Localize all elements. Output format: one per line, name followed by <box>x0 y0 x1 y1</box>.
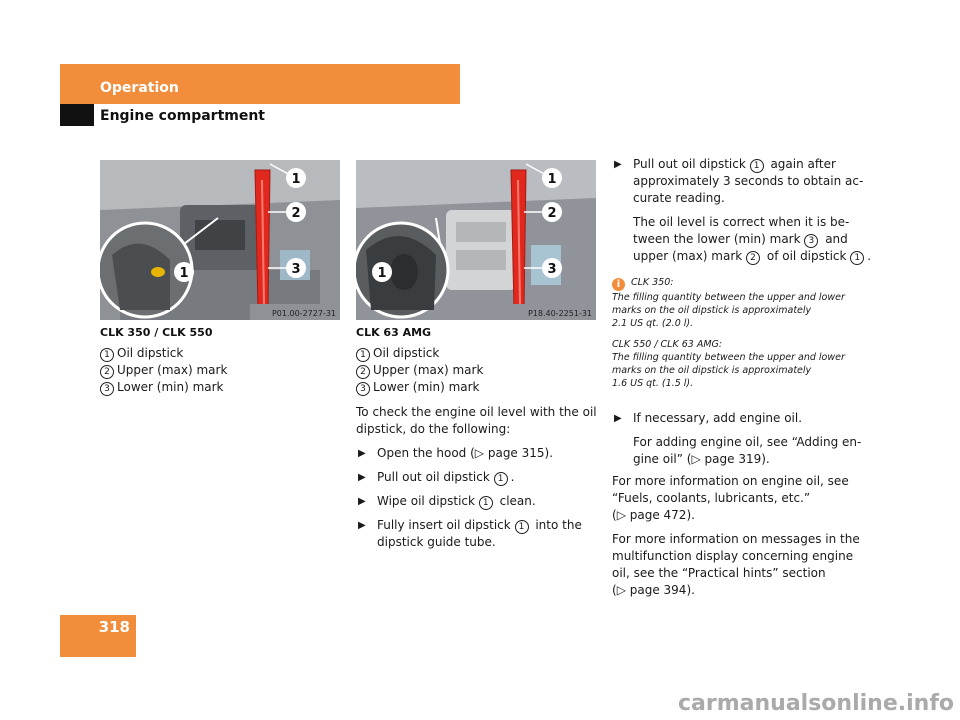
callout-2: 2 <box>291 206 301 221</box>
figure-caption: CLK 63 AMG <box>356 326 432 339</box>
callout-3: 3 <box>547 262 557 277</box>
messages-info-paragraph: For more information on messages in the multifunction display concerning engine oil, see the “Practical hints” section (▷ page 394). <box>612 532 860 597</box>
bullet-arrow-icon: ▶ <box>358 448 366 459</box>
info-note: i CLK 350: The filling quantity between the upper and lower marks on the oil dipstick is approximately 2.1 US qt. (2.0 l). CLK 550 / CLK 63 AMG: The filling quantity between the upper and lower marks on the oil dipstick is approximately 1.6 US qt. (1.5 l). <box>612 277 845 389</box>
engine-oil-info-paragraph: For more information on engine oil, see “Fuels, coolants, lubricants, etc.” (▷ page 472). <box>612 474 849 522</box>
bullet-arrow-icon: ▶ <box>358 472 366 483</box>
figure-legend <box>100 345 227 396</box>
page-number: 318 <box>98 618 130 636</box>
section-tab-marker <box>60 104 94 126</box>
bullet-arrow-icon: ▶ <box>614 413 622 424</box>
callout-3: 3 <box>291 262 301 277</box>
step-pull-again: ▶ Pull out oil dipstick 1 again after approximately 3 seconds to obtain ac- curate reading. <box>614 157 864 205</box>
page-subtitle: Engine compartment <box>100 108 265 124</box>
section-title: Operation <box>100 80 179 96</box>
step-open-hood: ▶ Open the hood (▷ page 315). <box>358 446 554 460</box>
bullet-arrow-icon: ▶ <box>614 159 622 170</box>
callout-number: 1 <box>100 348 114 362</box>
legend-item: 3 Lower (min) mark <box>100 379 227 396</box>
legend-item: 2 Upper (max) mark <box>100 362 227 379</box>
intro-paragraph: To check the engine oil level with the oil dipstick, do the following: <box>356 405 597 436</box>
info-icon: i <box>612 278 625 291</box>
callout-1: 1 <box>291 172 301 187</box>
legend-item: 1 Oil dipstick <box>100 345 227 362</box>
callout-number: 1 <box>356 348 370 362</box>
adding-oil-paragraph: For adding engine oil, see “Adding en- gine oil” (▷ page 319). <box>633 435 862 466</box>
watermark: carmanualsonline.info <box>678 691 954 716</box>
oil-level-paragraph: The oil level is correct when it is be- tween the lower (min) mark 3 and upper (max) mark 2 of oil dipstick 1 . <box>633 215 872 263</box>
callout-1: 1 <box>547 172 557 187</box>
step-insert-dipstick: ▶ Fully insert oil dipstick 1 into the dipstick guide tube. <box>358 518 582 549</box>
callout-number: 2 <box>356 365 370 379</box>
legend-item: 1 Oil dipstick <box>356 345 483 362</box>
step-add-oil: ▶ If necessary, add engine oil. <box>614 411 803 425</box>
engine-figure-clk350 <box>100 160 340 320</box>
callout-number: 3 <box>356 382 370 396</box>
callout-1-detail: 1 <box>377 266 387 281</box>
step-pull-dipstick: ▶ Pull out oil dipstick 1 . <box>358 470 515 484</box>
page-ref-arrow-icon: ▷ <box>691 452 701 466</box>
legend-item: 2 Upper (max) mark <box>356 362 483 379</box>
page-ref-arrow-icon: ▷ <box>616 508 626 522</box>
step-wipe-dipstick: ▶ Wipe oil dipstick 1 clean. <box>358 494 536 508</box>
page-ref-arrow-icon: ▷ <box>616 583 626 597</box>
callout-1-detail: 1 <box>179 266 189 281</box>
figure-legend <box>356 345 483 396</box>
callout-number: 2 <box>100 365 114 379</box>
legend-item: 3 Lower (min) mark <box>356 379 483 396</box>
engine-figure-clk63amg <box>356 160 596 320</box>
figure-caption: CLK 350 / CLK 550 <box>100 326 213 339</box>
page-ref-arrow-icon: ▷ <box>474 446 485 460</box>
callout-number: 3 <box>100 382 114 396</box>
callout-2: 2 <box>547 206 557 221</box>
figure-code: P01.00-2727-31 <box>271 309 336 318</box>
figure-code: P18.40-2251-31 <box>527 309 592 318</box>
bullet-arrow-icon: ▶ <box>358 520 366 531</box>
bullet-arrow-icon: ▶ <box>358 496 366 507</box>
